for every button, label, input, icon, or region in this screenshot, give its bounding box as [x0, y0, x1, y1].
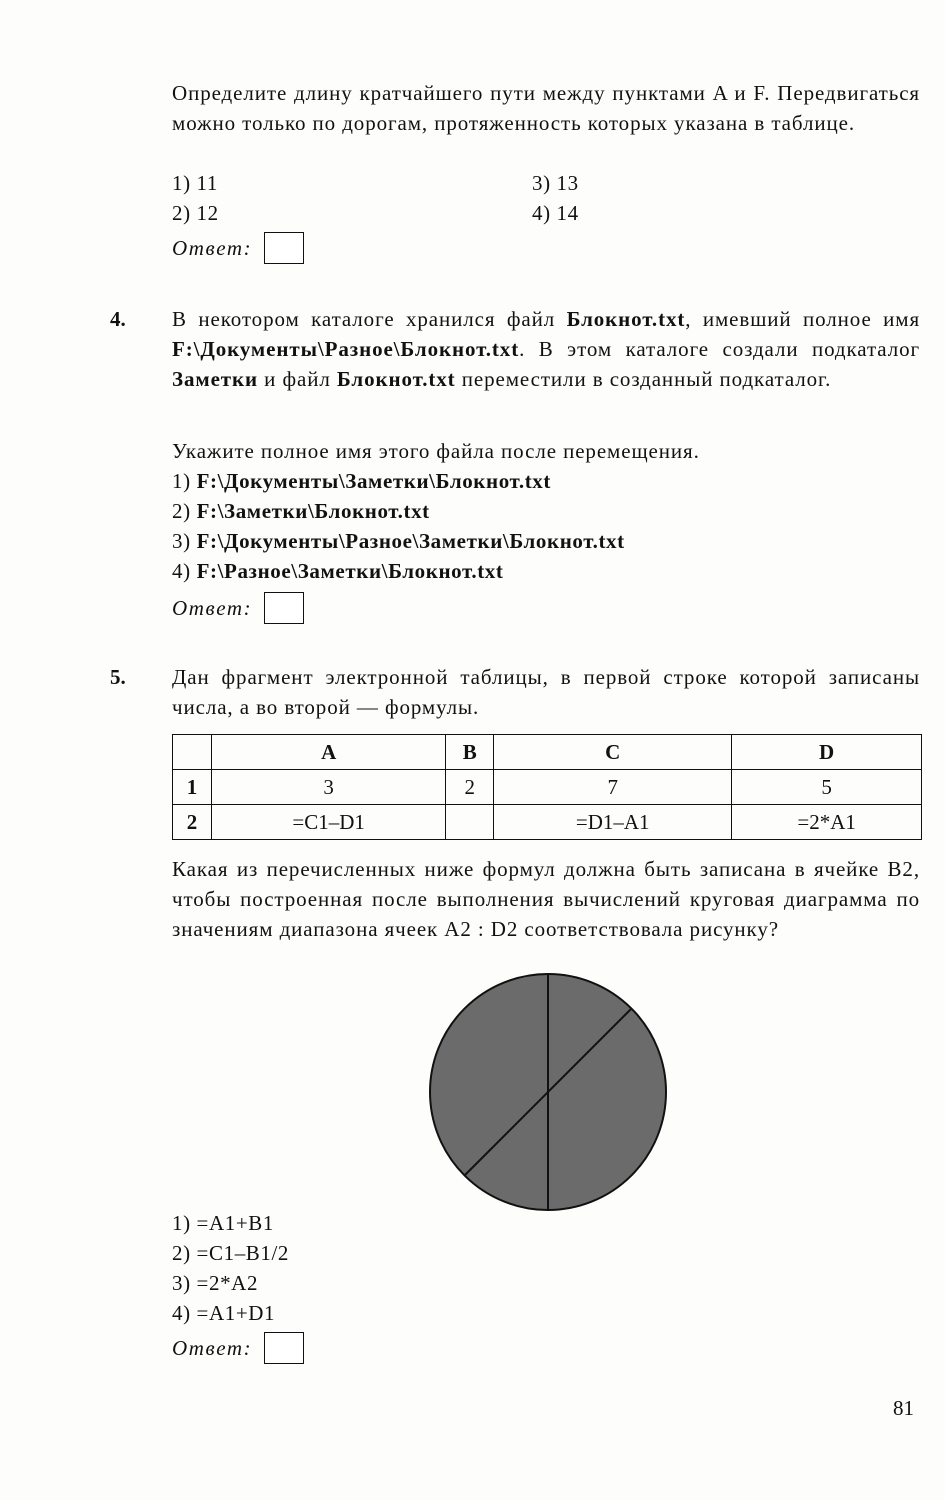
option-number: 1) [172, 469, 191, 493]
option-number: 4) [172, 559, 191, 583]
pie-chart [428, 972, 668, 1212]
sheet-col-header: C [494, 735, 732, 770]
q4-answer-box[interactable] [264, 592, 304, 624]
sheet-cell-D2: =2*A1 [732, 805, 922, 840]
q4-text-part: . В этом каталоге создали подкаталог [519, 337, 920, 361]
q4-subdir-name: Заметки [172, 367, 259, 391]
q5-option-1: 1) =A1+B1 [172, 1211, 275, 1235]
q4-filename: Блокнот.txt [336, 367, 456, 391]
q4-text-part: В некотором каталоге хранился файл [172, 307, 567, 331]
sheet-cell-A1: 3 [212, 770, 446, 805]
spreadsheet-fragment [172, 734, 922, 840]
q3-answer-label: Ответ: [172, 235, 253, 260]
q4-text-part: , имевший полное имя [685, 307, 920, 331]
sheet-col-header: D [732, 735, 922, 770]
page-number: 81 [893, 1396, 914, 1420]
q3-text: Определите длину кратчайшего пути между пунктами A и F. Передвигаться можно только по дорогам, протяженность которых указана в таблице. [172, 81, 920, 135]
q4-option-2 [172, 496, 430, 526]
sheet-cell-C2: =D1–A1 [494, 805, 732, 840]
sheet-header-row [173, 735, 922, 770]
q4-text-part: и файл [258, 367, 337, 391]
q3-answer-row [172, 232, 304, 264]
q4-full-path: F:\Документы\Разное\Блокнот.txt [172, 337, 520, 361]
sheet-cell-C1: 7 [494, 770, 732, 805]
q4-text-part: переместили в созданный подкаталог. [455, 367, 832, 391]
q3-option-3: 3) 13 [532, 171, 579, 195]
q5-answer-box[interactable] [264, 1332, 304, 1364]
q5-number: 5. [110, 665, 126, 689]
q5-option-2: 2) =C1–B1/2 [172, 1241, 290, 1265]
q4-answer-label: Ответ: [172, 595, 253, 620]
q5-option-3: 3) =2*A2 [172, 1271, 259, 1295]
q5-answer-label: Ответ: [172, 1335, 253, 1360]
sheet-cell-D1: 5 [732, 770, 922, 805]
q5-answer-row [172, 1332, 304, 1364]
q4-prompt: Укажите полное имя этого файла после перемещения. [172, 439, 700, 463]
option-number: 2) [172, 499, 191, 523]
q4-option-3 [172, 526, 625, 556]
sheet-row-header: 1 [173, 770, 212, 805]
sheet-row-header: 2 [173, 805, 212, 840]
sheet-row-2 [173, 805, 922, 840]
q3-answer-box[interactable] [264, 232, 304, 264]
q4-filename: Блокнот.txt [566, 307, 686, 331]
q3-option-4: 4) 14 [532, 201, 579, 225]
q4-answer-row [172, 592, 304, 624]
q5-intro: Дан фрагмент электронной таблицы, в первой строке которой записаны числа, а во второй — формулы. [172, 665, 920, 719]
option-number: 3) [172, 529, 191, 553]
q3-option-1: 1) 11 [172, 171, 218, 195]
q4-option-1 [172, 466, 551, 496]
sheet-row-1 [173, 770, 922, 805]
sheet-col-header: B [446, 735, 494, 770]
option-text: F:\Документы\Заметки\Блокнот.txt [196, 469, 552, 493]
q3-option-2: 2) 12 [172, 201, 219, 225]
option-text: F:\Документы\Разное\Заметки\Блокнот.txt [196, 529, 625, 553]
sheet-cell-B2 [446, 805, 494, 840]
q5-question: Какая из перечисленных ниже формул должна быть записана в ячейке B2, чтобы построенная после выполнения вычислений круговая диаграмма по значениям диапазона ячеек A2 : D2 соответствовала рисунку? [172, 857, 920, 941]
sheet-col-header: A [212, 735, 446, 770]
q4-text [172, 304, 920, 394]
sheet-cell-B1: 2 [446, 770, 494, 805]
q5-option-4: 4) =A1+D1 [172, 1301, 276, 1325]
option-text: F:\Заметки\Блокнот.txt [196, 499, 430, 523]
option-text: F:\Разное\Заметки\Блокнот.txt [196, 559, 504, 583]
q4-number: 4. [110, 307, 126, 331]
sheet-cell-A2: =C1–D1 [212, 805, 446, 840]
q4-option-4 [172, 556, 503, 586]
sheet-corner [173, 735, 212, 770]
